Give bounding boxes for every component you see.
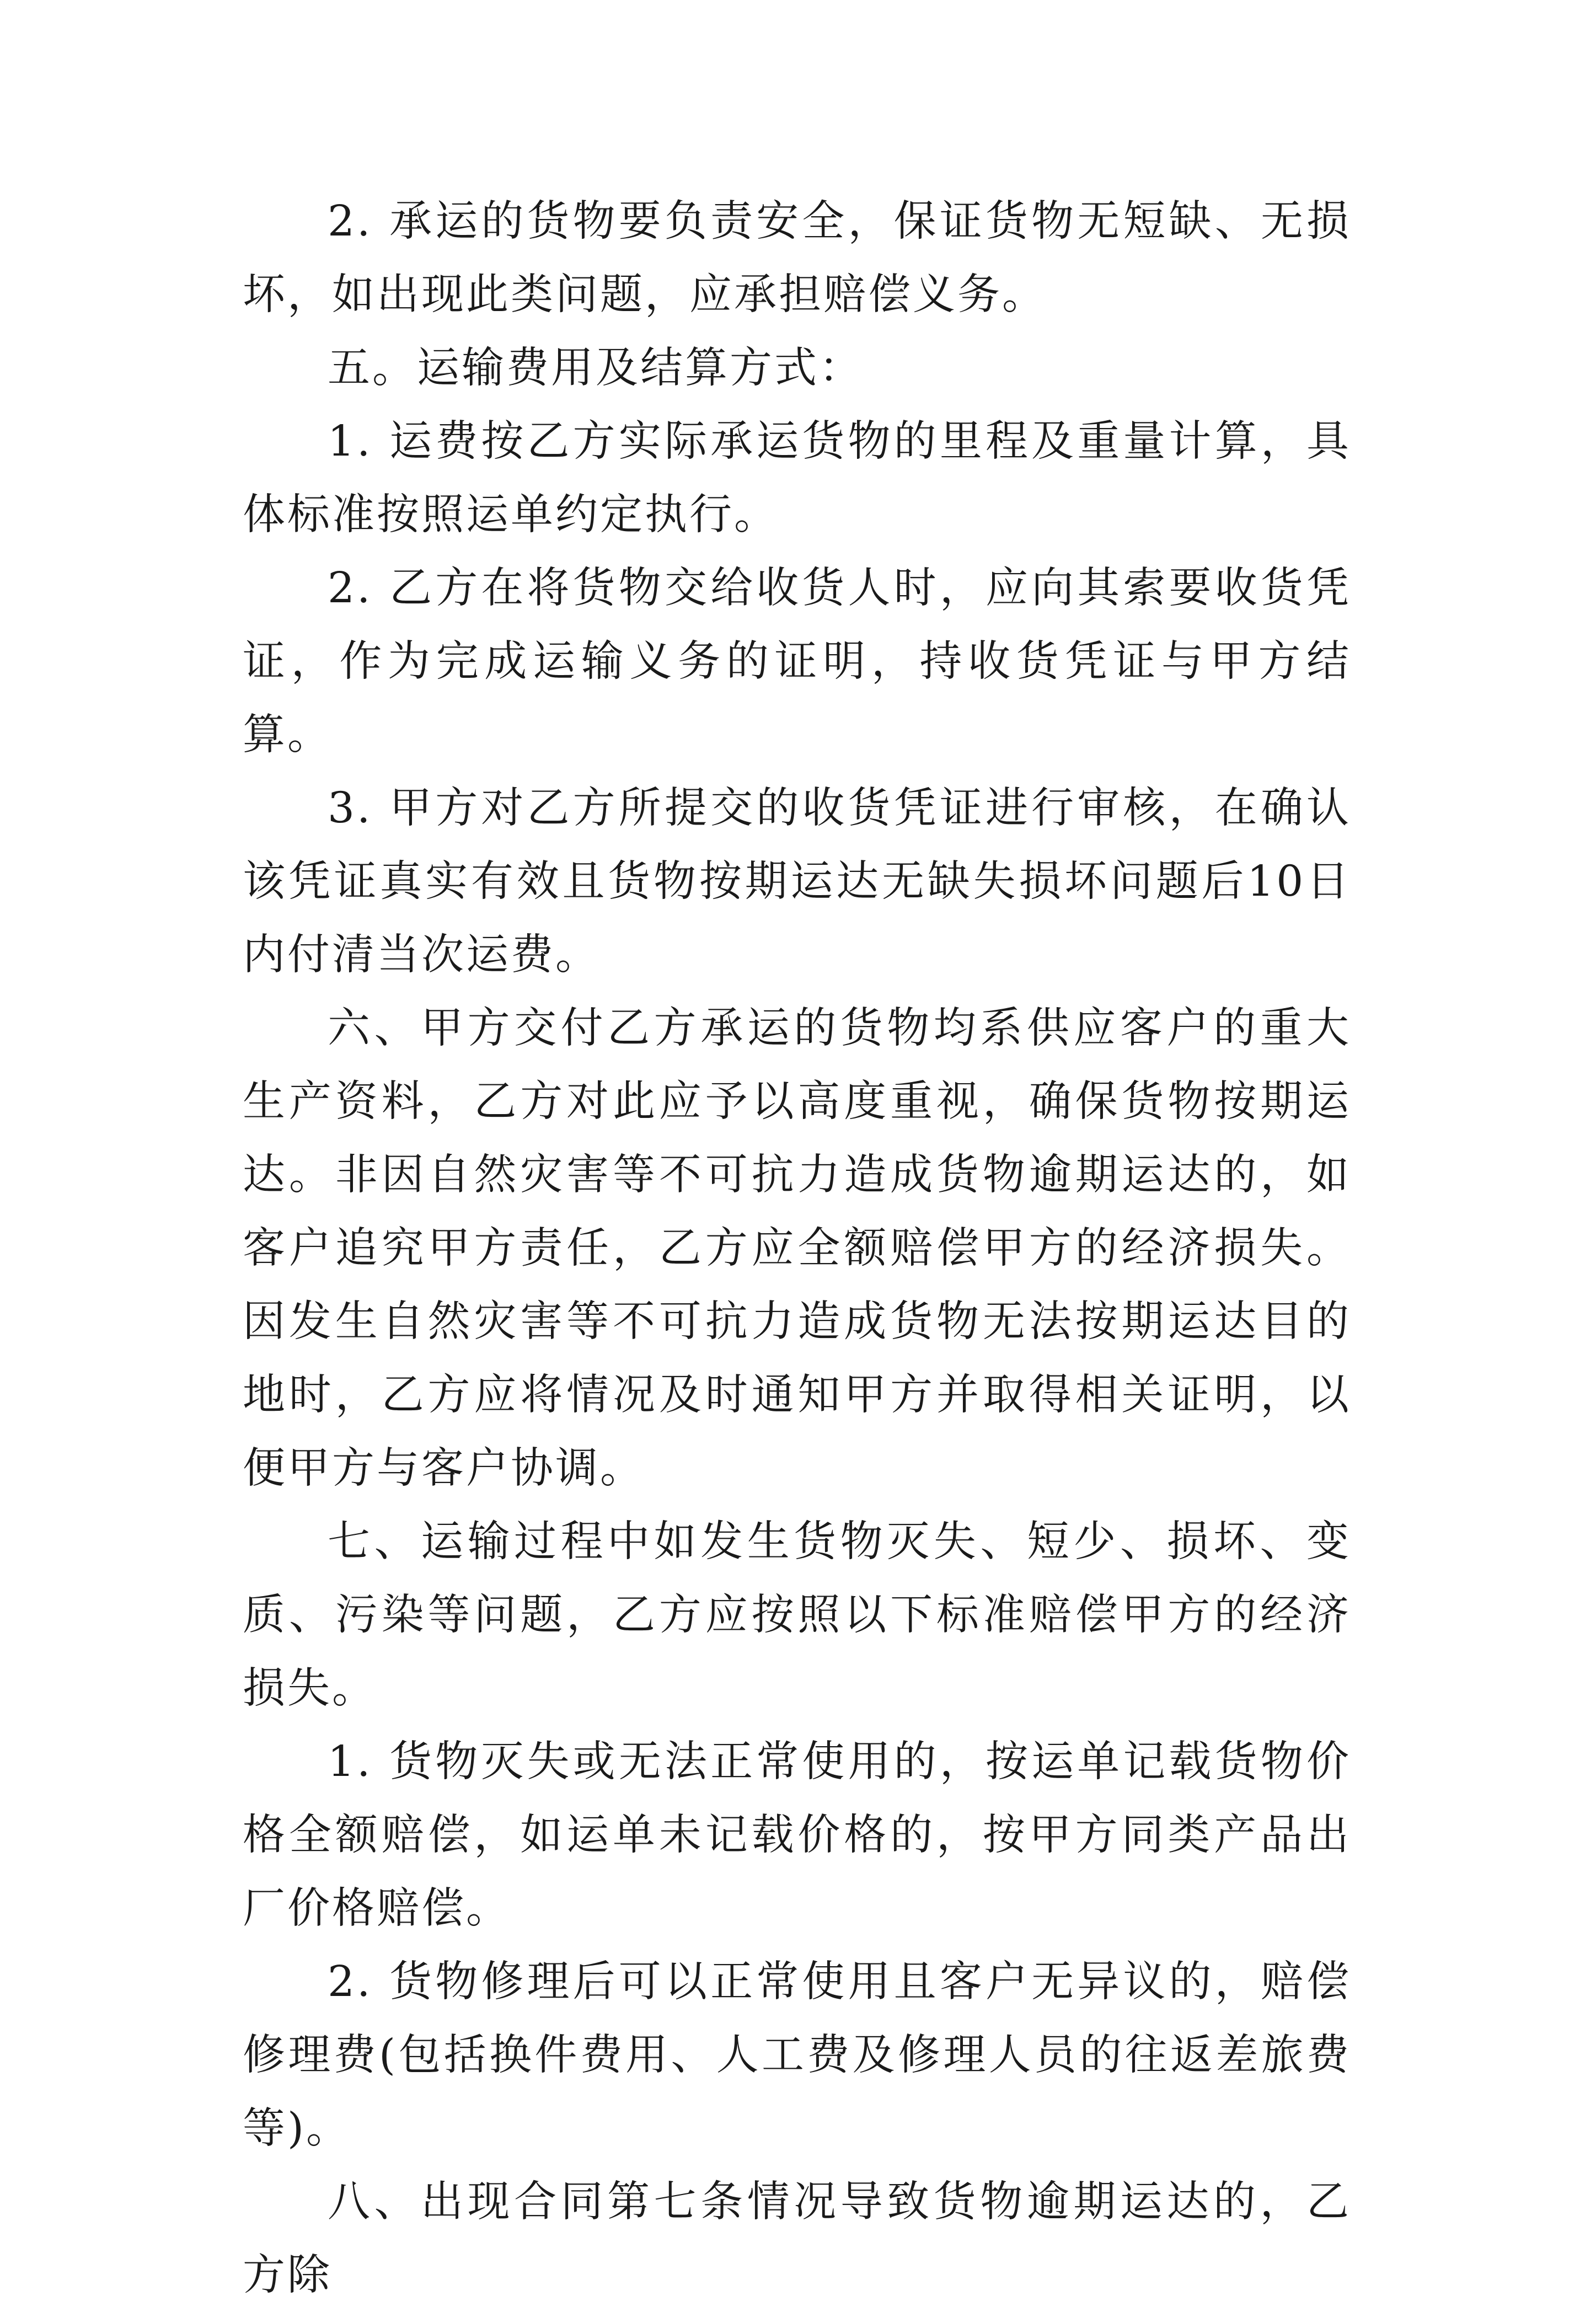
paragraph-clause-7-2: 2. 货物修理后可以正常使用且客户无异议的，赔偿修理费(包括换件费用、人工费及修理人员的往返差旅费等)。 <box>243 1957 1351 2153</box>
paragraph-section-6: 六、甲方交付乙方承运的货物均系供应客户的重大生产资料，乙方对此应予以高度重视，确保货物按期运达。非因自然灾害等不可抗力造成货物逾期运达的，如客户追究甲方责任，乙方应全额赔偿甲方的经济损失。因发生自然灾害等不可抗力造成货物无法按期运达目的地时，乙方应将情况及时通知甲方并取得相关证明，以便甲方与客户协调。 <box>243 1004 1351 1493</box>
paragraph-section-5-heading: 五。运输费用及结算方式： <box>328 344 864 393</box>
paragraph-clause-4-2: 2. 承运的货物要负责安全，保证货物无短缺、无损坏，如出现此类问题，应承担赔偿义务。 <box>243 197 1351 319</box>
paragraph-clause-5-2: 2. 乙方在将货物交给收货人时，应向其索要收货凭证，作为完成运输义务的证明，持收货凭证与甲方结算。 <box>243 564 1351 759</box>
paragraph-clause-5-3: 3. 甲方对乙方所提交的收货凭证进行审核，在确认该凭证真实有效且货物按期运达无缺失损坏问题后10日内付清当次运费。 <box>243 784 1351 980</box>
paragraph-clause-5-1: 1. 运费按乙方实际承运货物的里程及重量计算，具体标准按照运单约定执行。 <box>243 417 1351 539</box>
paragraph-section-8: 八、出现合同第七条情况导致货物逾期运达的，乙方除 <box>243 2177 1351 2300</box>
paragraph-section-7: 七、运输过程中如发生货物灭失、短少、损坏、变质、污染等问题，乙方应按照以下标准赔偿甲方的经济损失。 <box>243 1517 1351 1713</box>
paragraph-clause-7-1: 1. 货物灭失或无法正常使用的，按运单记载货物价格全额赔偿，如运单未记载价格的，按甲方同类产品出厂价格赔偿。 <box>243 1737 1351 1933</box>
document-body <box>243 185 1351 2312</box>
